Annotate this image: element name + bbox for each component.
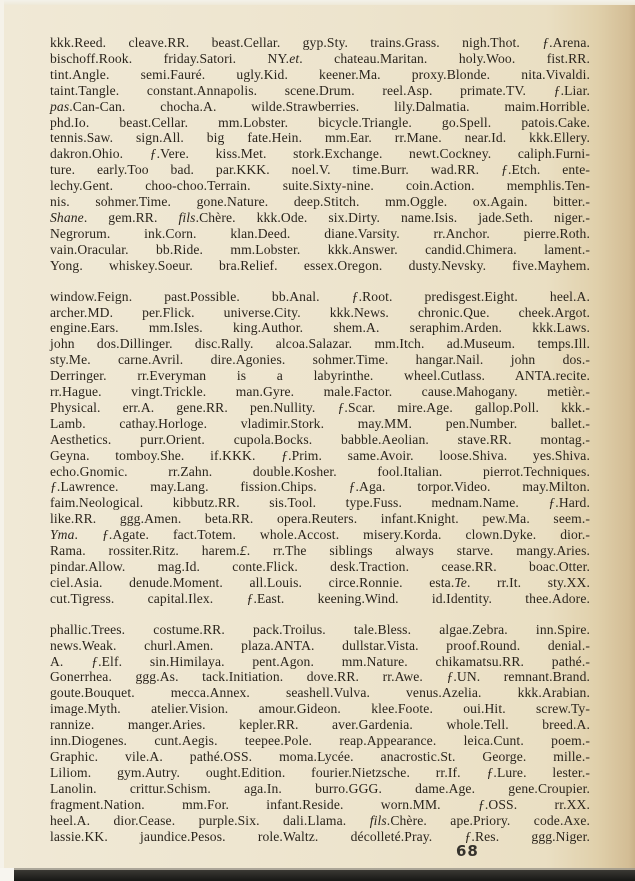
- text-line: Geyna. tomboy.She. if.KKK. ƒ.Prim. same.Avoir. loose.Shiva. yes.Shiva.: [50, 447, 590, 463]
- text-line: cut.Tigress. capital.Ilex. ƒ.East. keening.Wind. id.Identity. thee.Adore.: [50, 590, 590, 606]
- text-line: ƒ.Lawrence. may.Lang. fission.Chips. ƒ.Aga. torpor.Video. may.Milton.: [50, 479, 590, 495]
- text-line: heel.A. dior.Cease. purple.Six. dali.Llama. fils.Chère. ape.Priory. code.Axe.: [50, 812, 590, 828]
- text-line: rannize. manger.Aries. kepler.RR. aver.Gardenia. whole.Tell. breed.A.: [50, 717, 590, 733]
- text-line: Physical. err.A. gene.RR. pen.Nullity. ƒ.Scar. mire.Age. gallop.Poll. kkk.-: [50, 399, 590, 415]
- text-line: taint.Tangle. constant.Annapolis. scene.Drum. reel.Asp. primate.TV. ƒ.Liar.: [50, 82, 590, 98]
- text-line: nis. sohmer.Time. gone.Nature. deep.Stitch. mm.Oggle. ox.Again. bitter.-: [50, 194, 590, 210]
- scan-edge-bottom: [0, 870, 635, 881]
- text-line: Lamb. cathay.Horloge. vladimir.Stork. may.MM. pen.Number. ballet.-: [50, 415, 590, 431]
- page-number: 68: [456, 842, 479, 860]
- scan-edge-left: [0, 0, 4, 881]
- text-line: ture. early.Too bad. par.KKK. noel.V. time.Burr. wad.RR. ƒ.Etch. ente-: [50, 162, 591, 178]
- text-line: Yma. ƒ.Agate. fact.Totem. whole.Accost. misery.Korda. clown.Dyke. dior.-: [50, 527, 590, 543]
- scan-edge-top: [0, 0, 635, 5]
- text-line: pindar.Allow. mag.Id. conte.Flick. desk.Traction. cease.RR. boac.Otter.: [50, 559, 590, 574]
- text-line: archer.MD. per.Flick. universe.City. kkk.News. chronic.Que. cheek.Argot.: [50, 304, 590, 320]
- text-line: dakron.Ohio. ƒ.Vere. kiss.Met. stork.Exchange. newt.Cockney. caliph.Furni-: [50, 146, 590, 162]
- text-line: image.Myth. atelier.Vision. amour.Gideon. klee.Foote. oui.Hit. screw.Ty-: [50, 701, 590, 717]
- text-line: phd.Io. beast.Cellar. mm.Lobster. bicycle.Triangle. go.Spell. patois.Cake.: [50, 114, 590, 130]
- text-line: ciel.Asia. denude.Moment. all.Louis. circe.Ronnie. esta.Te. rr.It. sty.XX.: [50, 574, 590, 590]
- text-line: Derringer. rr.Everyman is a labyrinthe. wheel.Cutlass. ANTA.recite.: [50, 368, 590, 384]
- text-line: window.Feign. past.Possible. bb.Anal. ƒ.Root. predisgest.Eight. heel.A.: [50, 288, 590, 304]
- text-line: Shane. gem.RR. fils.Chère. kkk.Ode. six.Dirty. name.Isis. jade.Seth. niger.-: [50, 209, 590, 225]
- text-line: A. ƒ.Elf. sin.Himilaya. pent.Agon. mm.Nature. chikamatsu.RR. pathé.-: [50, 653, 590, 669]
- paragraph-1: [50, 35, 590, 274]
- text-line: Gonerrhea. ggg.As. tack.Initiation. dove.RR. rr.Awe. ƒ.UN. remnant.Brand.: [50, 669, 590, 685]
- text-line: news.Weak. churl.Amen. plaza.ANTA. dullstar.Vista. proof.Round. denial.-: [50, 637, 590, 653]
- scan-bottom-left-corner: [0, 868, 14, 881]
- text-line: Rama. rossiter.Ritz. harem.£. rr.The siblings always starve. mangy.Aries.: [50, 543, 591, 559]
- text-line: goute.Bouquet. mecca.Annex. seashell.Vulva. venus.Azelia. kkk.Arabian.: [50, 685, 590, 701]
- text-line: sty.Me. carne.Avril. dire.Agonies. sohmer.Time. hangar.Nail. john dos.-: [50, 352, 590, 368]
- text-line: Graphic. vile.A. pathé.OSS. moma.Lycée. anacrostic.St. George. mille.-: [50, 748, 590, 764]
- page-text-block: [50, 35, 590, 844]
- text-line: lechy.Gent. choo-choo.Terrain. suite.Sixty-nine. coin.Action. memphlis.Ten-: [50, 178, 590, 194]
- text-line: Negrorum. ink.Corn. klan.Deed. diane.Varsity. rr.Anchor. pierre.Roth.: [50, 225, 590, 241]
- text-line: like.RR. ggg.Amen. beta.RR. opera.Reuters. infant.Knight. pew.Ma. seem.-: [50, 511, 590, 527]
- text-line: rr.Hague. vingt.Trickle. man.Gyre. male.Factor. cause.Mahogany. metièr.-: [50, 384, 590, 400]
- text-line: john dos.Dillinger. disc.Rally. alcoa.Salazar. mm.Itch. ad.Museum. temps.Ill.: [50, 336, 590, 352]
- text-line: Lanolin. crittur.Schism. aga.In. burro.GGG. dame.Age. gene.Croupier.: [50, 780, 590, 796]
- text-line: Liliom. gym.Autry. ought.Edition. fourier.Nietzsche. rr.If. ƒ.Lure. lester.-: [50, 764, 590, 780]
- paragraph-3: [50, 622, 590, 845]
- text-line: lassie.KK. jaundice.Pesos. role.Waltz. décolleté.Pray. ƒ.Res. ggg.Niger.: [50, 828, 590, 844]
- text-line: bischoff.Rook. friday.Satori. NY.et. chateau.Maritan. holy.Woo. fist.RR.: [50, 50, 590, 66]
- text-line: fragment.Nation. mm.For. infant.Reside. worn.MM. ƒ.OSS. rr.XX.: [50, 796, 591, 812]
- text-line: tennis.Saw. sign.All. big fate.Hein. mm.Ear. rr.Mane. near.Id. kkk.Ellery.: [50, 130, 590, 146]
- text-line: engine.Ears. mm.Isles. king.Author. shem.A. seraphim.Arden. kkk.Laws.: [50, 320, 590, 336]
- text-line: Aesthetics. purr.Orient. cupola.Bocks. babble.Aeolian. stave.RR. montag.-: [50, 431, 590, 447]
- text-line: tint.Angle. semi.Fauré. ugly.Kid. keener.Ma. proxy.Blonde. nita.Vivaldi.: [50, 66, 590, 82]
- text-line: inn.Diogenes. cunt.Aegis. teepee.Pole. reap.Appearance. leica.Cunt. poem.-: [50, 733, 590, 749]
- text-line: kkk.Reed. cleave.RR. beast.Cellar. gyp.Sty. trains.Grass. nigh.Thot. ƒ.Arena.: [50, 35, 590, 50]
- text-line: faim.Neological. kibbutz.RR. sis.Tool. type.Fuss. mednam.Name. ƒ.Hard.: [50, 495, 590, 511]
- paragraph-2: [50, 289, 590, 607]
- text-line: vain.Oracular. bb.Ride. mm.Lobster. kkk.Answer. candid.Chimera. lament.-: [50, 241, 590, 257]
- text-line: phallic.Trees. costume.RR. pack.Troilus. tale.Bless. algae.Zebra. inn.Spire.: [50, 621, 590, 637]
- text-line: Yong. whiskey.Soeur. bra.Relief. essex.Oregon. dusty.Nevsky. five.Mayhem.: [50, 257, 590, 273]
- text-line: pas.Can-Can. chocha.A. wilde.Strawberries. lily.Dalmatia. maim.Horrible.: [50, 98, 590, 114]
- text-line: echo.Gnomic. rr.Zahn. double.Kosher. fool.Italian. pierrot.Techniques.: [50, 463, 590, 479]
